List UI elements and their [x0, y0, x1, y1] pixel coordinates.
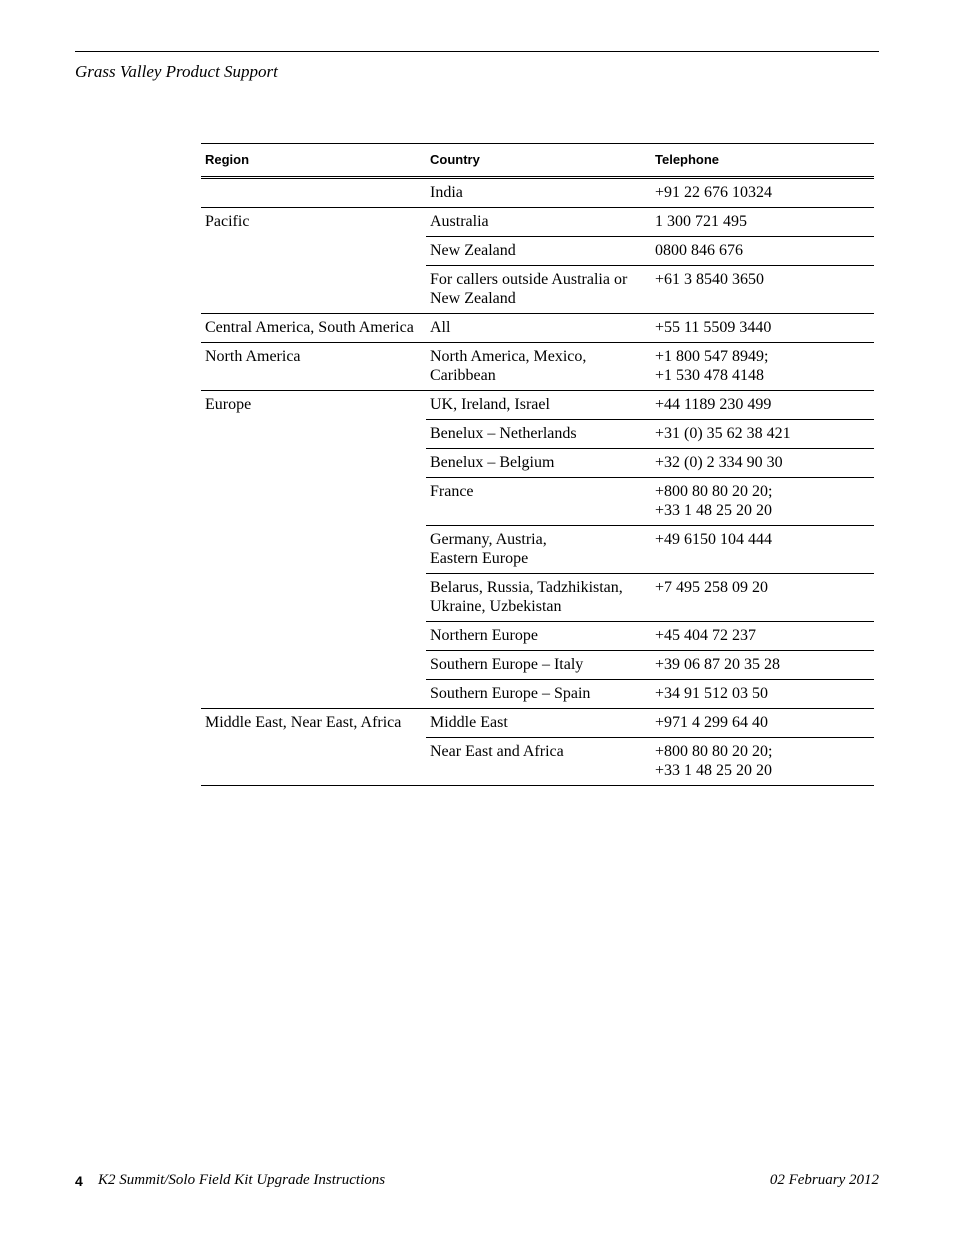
cell-country	[426, 237, 651, 266]
cell-region	[201, 237, 426, 266]
table-row	[201, 208, 874, 237]
cell-telephone-line: 0800 846 676	[655, 242, 743, 259]
cell-telephone-line: +61 3 8540 3650	[655, 271, 765, 288]
cell-country-line: France	[430, 483, 474, 500]
cell-country-line: Middle East	[430, 714, 508, 731]
cell-country-line: For callers outside Australia or	[430, 271, 628, 288]
header-rule	[75, 51, 879, 52]
cell-telephone-line: +55 11 5509 3440	[655, 319, 772, 336]
table-header-row	[201, 144, 874, 178]
cell-country	[426, 738, 651, 786]
cell-country	[426, 314, 651, 343]
cell-region	[201, 622, 426, 651]
support-contacts-table-container	[201, 143, 874, 786]
table-row	[201, 574, 874, 622]
table-row	[201, 680, 874, 709]
cell-telephone-line: +39 06 87 20 35 28	[655, 656, 781, 673]
cell-country-line: UK, Ireland, Israel	[430, 396, 550, 413]
cell-telephone-line: +91 22 676 10324	[655, 184, 773, 201]
page-number: 4	[75, 1173, 83, 1189]
cell-country-line: Germany, Austria,	[430, 531, 547, 548]
cell-country-line: New Zealand	[430, 290, 516, 307]
table-row	[201, 449, 874, 478]
cell-country	[426, 622, 651, 651]
cell-country-line: Southern Europe – Italy	[430, 656, 584, 673]
cell-country-line: Caribbean	[430, 367, 496, 384]
cell-country	[426, 420, 651, 449]
cell-telephone	[651, 391, 874, 420]
table-row	[201, 237, 874, 266]
cell-country-line: Benelux – Netherlands	[430, 425, 577, 442]
cell-region	[201, 738, 426, 786]
table-row	[201, 622, 874, 651]
cell-country-line: All	[430, 319, 451, 336]
cell-telephone-line: +34 91 512 03 50	[655, 685, 769, 702]
cell-region: North America	[201, 343, 426, 391]
cell-country-line: Ukraine, Uzbekistan	[430, 598, 562, 615]
cell-telephone-line: +800 80 80 20 20;	[655, 743, 773, 760]
cell-country	[426, 651, 651, 680]
cell-telephone	[651, 420, 874, 449]
cell-telephone	[651, 680, 874, 709]
cell-telephone	[651, 178, 874, 208]
cell-telephone-line: +45 404 72 237	[655, 627, 757, 644]
cell-telephone	[651, 208, 874, 237]
cell-country-line: Eastern Europe	[430, 550, 529, 567]
cell-country	[426, 391, 651, 420]
cell-telephone-line: +7 495 258 09 20	[655, 579, 769, 596]
table-row	[201, 478, 874, 526]
cell-telephone	[651, 343, 874, 391]
cell-country	[426, 709, 651, 738]
cell-country-line: Australia	[430, 213, 489, 230]
cell-region: Middle East, Near East, Africa	[205, 714, 402, 731]
cell-region	[201, 478, 426, 526]
cell-telephone	[651, 622, 874, 651]
table-row	[201, 651, 874, 680]
cell-telephone	[651, 237, 874, 266]
table-row	[201, 391, 874, 420]
cell-telephone	[651, 266, 874, 314]
cell-country	[426, 526, 651, 574]
cell-region	[201, 420, 426, 449]
cell-country	[426, 266, 651, 314]
cell-country	[426, 680, 651, 709]
table-row	[201, 314, 874, 343]
cell-telephone	[651, 314, 874, 343]
cell-telephone-line: +44 1189 230 499	[655, 396, 772, 413]
table-row	[201, 178, 874, 208]
cell-country	[426, 449, 651, 478]
cell-telephone-line: +33 1 48 25 20 20	[655, 502, 773, 519]
cell-telephone	[651, 574, 874, 622]
table-row	[201, 420, 874, 449]
cell-region	[201, 449, 426, 478]
cell-country	[426, 574, 651, 622]
table-row	[201, 343, 874, 391]
cell-region: Central America, South America	[201, 314, 426, 343]
footer-date: 02 February 2012	[769, 1172, 879, 1188]
cell-telephone	[651, 449, 874, 478]
cell-region	[201, 680, 426, 709]
cell-telephone	[651, 478, 874, 526]
cell-country-line: Northern Europe	[430, 627, 538, 644]
cell-country	[426, 208, 651, 237]
footer-document-title: K2 Summit/Solo Field Kit Upgrade Instructions	[98, 1172, 386, 1188]
cell-region: Europe	[205, 396, 252, 413]
cell-country-line: Benelux – Belgium	[430, 454, 555, 471]
cell-telephone-line: +971 4 299 64 40	[655, 714, 769, 731]
cell-country	[426, 343, 651, 391]
cell-country-line: New Zealand	[430, 242, 516, 259]
cell-region	[201, 178, 426, 208]
support-contacts-table	[201, 143, 874, 786]
cell-telephone-line: +32 (0) 2 334 90 30	[655, 454, 783, 471]
cell-telephone-line: +33 1 48 25 20 20	[655, 762, 773, 779]
cell-telephone	[651, 651, 874, 680]
cell-telephone-line: +1 530 478 4148	[655, 367, 765, 384]
table-row	[201, 266, 874, 314]
cell-telephone-line: +31 (0) 35 62 38 421	[655, 425, 791, 442]
cell-country-line: Near East and Africa	[430, 743, 564, 760]
table-body	[201, 178, 874, 786]
column-header-country: Country	[430, 152, 480, 167]
table-row	[201, 526, 874, 574]
cell-telephone-line: +800 80 80 20 20;	[655, 483, 773, 500]
running-header-title: Grass Valley Product Support	[75, 62, 278, 81]
column-header-telephone: Telephone	[655, 152, 720, 167]
cell-telephone-line: +49 6150 104 444	[655, 531, 773, 548]
cell-region: Pacific	[205, 213, 250, 230]
cell-country	[426, 178, 651, 208]
cell-country-line: India	[430, 184, 463, 201]
cell-telephone	[651, 709, 874, 738]
cell-country-line: Southern Europe – Spain	[430, 685, 591, 702]
cell-region	[201, 266, 426, 314]
cell-region	[201, 574, 426, 622]
column-header-region: Region	[205, 152, 250, 167]
cell-country-line: Belarus, Russia, Tadzhikistan,	[430, 579, 623, 596]
cell-telephone	[651, 738, 874, 786]
cell-region	[201, 526, 426, 574]
cell-telephone-line: +1 800 547 8949;	[655, 348, 769, 365]
cell-region	[201, 651, 426, 680]
table-row	[201, 738, 874, 786]
cell-telephone-line: 1 300 721 495	[655, 213, 747, 230]
cell-telephone	[651, 526, 874, 574]
cell-country-line: North America, Mexico,	[430, 348, 587, 365]
cell-country	[426, 478, 651, 526]
table-row	[201, 709, 874, 738]
